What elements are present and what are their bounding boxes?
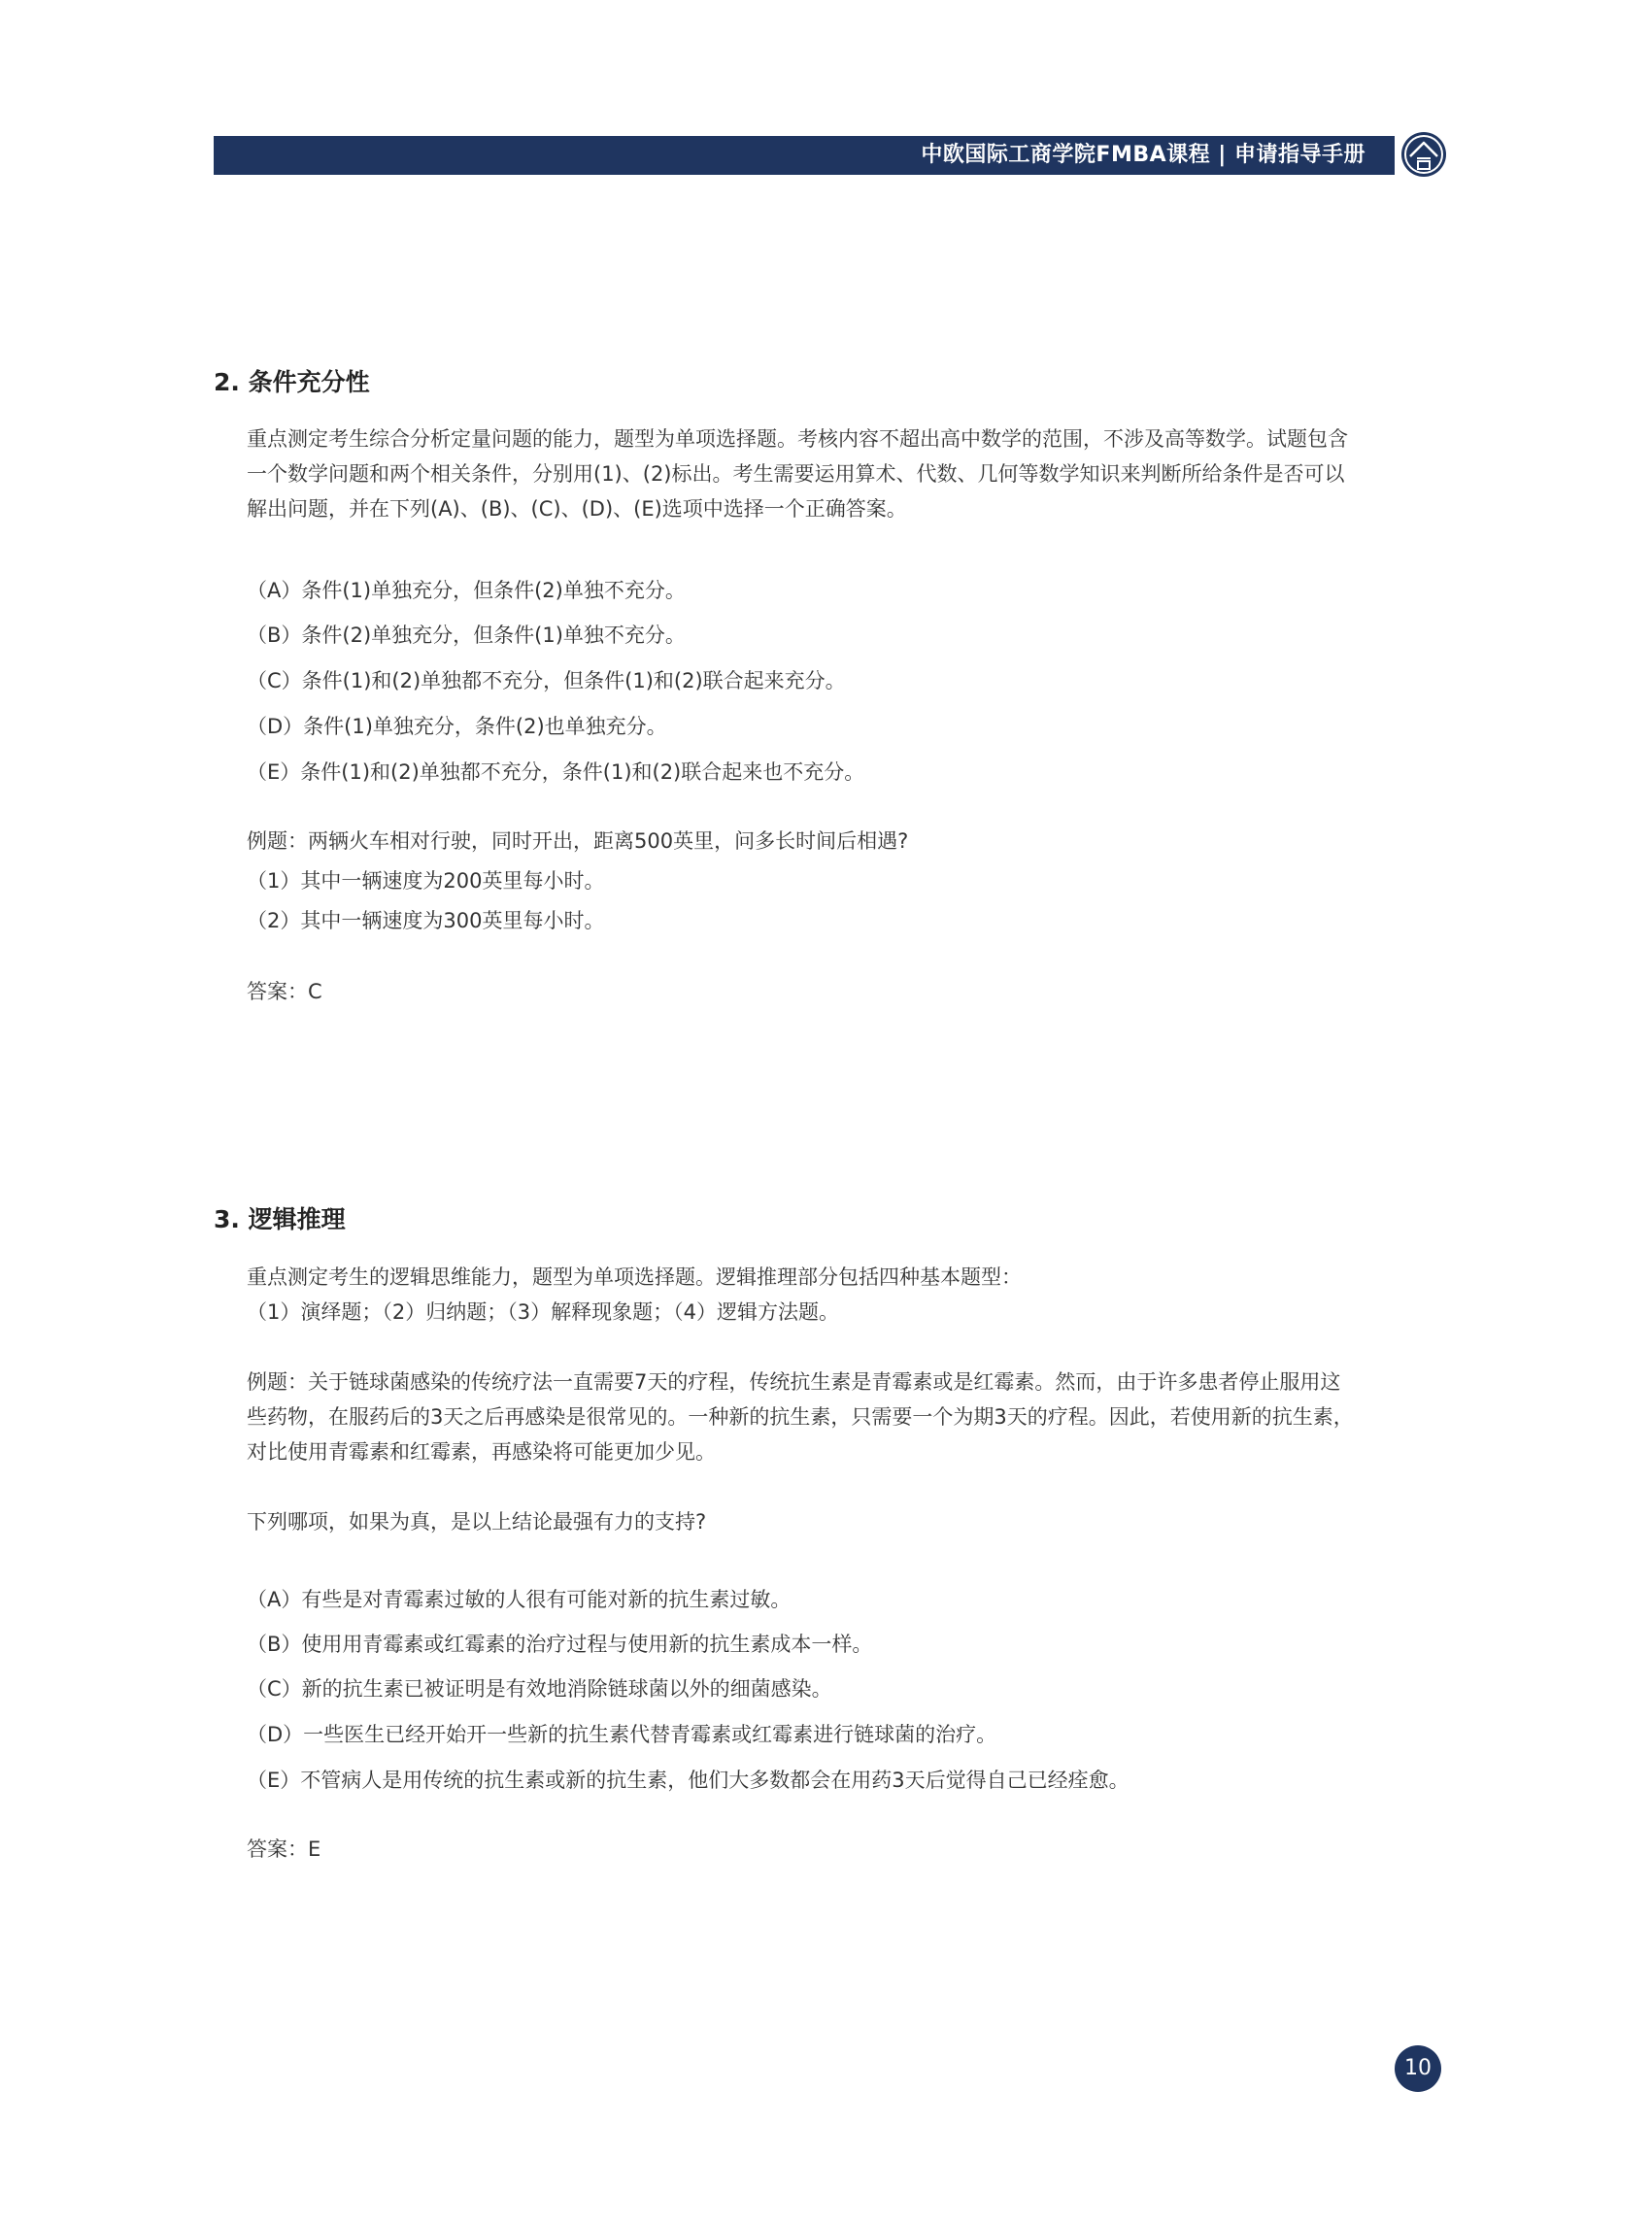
section-3-option-c: （C）新的抗生素已被证明是有效地消除链球菌以外的细菌感染。	[247, 1677, 832, 1701]
section-2-option-d: （D）条件(1)单独充分，条件(2)也单独充分。	[247, 715, 667, 738]
section-3-example-line: 例题：关于链球菌感染的传统疗法一直需要7天的疗程，传统抗生素是青霉素或是红霉素。然而，由于许多患者停止服用这	[247, 1370, 1341, 1394]
section-2-option-a: （A）条件(1)单独充分，但条件(2)单独不充分。	[247, 579, 686, 602]
section-2-option-b: （B）条件(2)单独充分，但条件(1)单独不充分。	[247, 624, 686, 647]
section-3-option-b: （B）使用用青霉素或红霉素的治疗过程与使用新的抗生素成本一样。	[247, 1633, 873, 1656]
section-3-question: 下列哪项，如果为真，是以上结论最强有力的支持?	[247, 1510, 707, 1534]
section-2-intro-line: 一个数学问题和两个相关条件，分别用(1)、(2)标出。考生需要运用算术、代数、几何等数学知识来判断所给条件是否可以	[247, 462, 1345, 486]
header-bar	[214, 136, 1395, 175]
document-title: 中欧国际工商学院FMBA课程 | 申请指导手册	[921, 143, 1365, 167]
section-2-title: 2. 条件充分性	[214, 368, 370, 396]
section-3-option-d: （D）一些医生已经开始开一些新的抗生素代替青霉素或红霉素进行链球菌的治疗。	[247, 1723, 997, 1746]
section-3-example-line: 些药物，在服药后的3天之后再感染是很常见的。一种新的抗生素，只需要一个为期3天的疗程。因此，若使用新的抗生素，	[247, 1405, 1354, 1429]
zhongou-logo-icon	[1401, 132, 1446, 177]
section-3-intro-line: 重点测定考生的逻辑思维能力，题型为单项选择题。逻辑推理部分包括四种基本题型：	[247, 1265, 1022, 1289]
section-2-option-e: （E）条件(1)和(2)单独都不充分，条件(1)和(2)联合起来也不充分。	[247, 760, 865, 784]
section-2-example-line: （2）其中一辆速度为300英里每小时。	[247, 909, 605, 932]
section-2-option-c: （C）条件(1)和(2)单独都不充分，但条件(1)和(2)联合起来充分。	[247, 669, 846, 692]
section-3-title: 3. 逻辑推理	[214, 1205, 346, 1233]
section-2-intro-line: 重点测定考生综合分析定量问题的能力，题型为单项选择题。考核内容不超出高中数学的范围，不涉及高等数学。试题包含	[247, 427, 1348, 451]
section-3-example-line: 对比使用青霉素和红霉素，再感染将可能更加少见。	[247, 1440, 716, 1464]
section-3-option-a: （A）有些是对青霉素过敏的人很有可能对新的抗生素过敏。	[247, 1588, 792, 1611]
section-2-intro-line: 解出问题，并在下列(A)、(B)、(C)、(D)、(E)选项中选择一个正确答案。	[247, 497, 907, 521]
section-2-example-line: （1）其中一辆速度为200英里每小时。	[247, 869, 605, 893]
section-2-example-line: 例题：两辆火车相对行驶，同时开出，距离500英里，问多长时间后相遇?	[247, 829, 909, 853]
page-number: 10	[1395, 2045, 1441, 2092]
section-3-option-e: （E）不管病人是用传统的抗生素或新的抗生素，他们大多数都会在用药3天后觉得自己已经痊愈。	[247, 1769, 1129, 1792]
section-3-intro-line: （1）演绎题；（2）归纳题；（3）解释现象题；（4）逻辑方法题。	[247, 1300, 839, 1324]
section-2-answer: 答案：C	[247, 980, 322, 1003]
section-3-answer: 答案：E	[247, 1837, 321, 1861]
